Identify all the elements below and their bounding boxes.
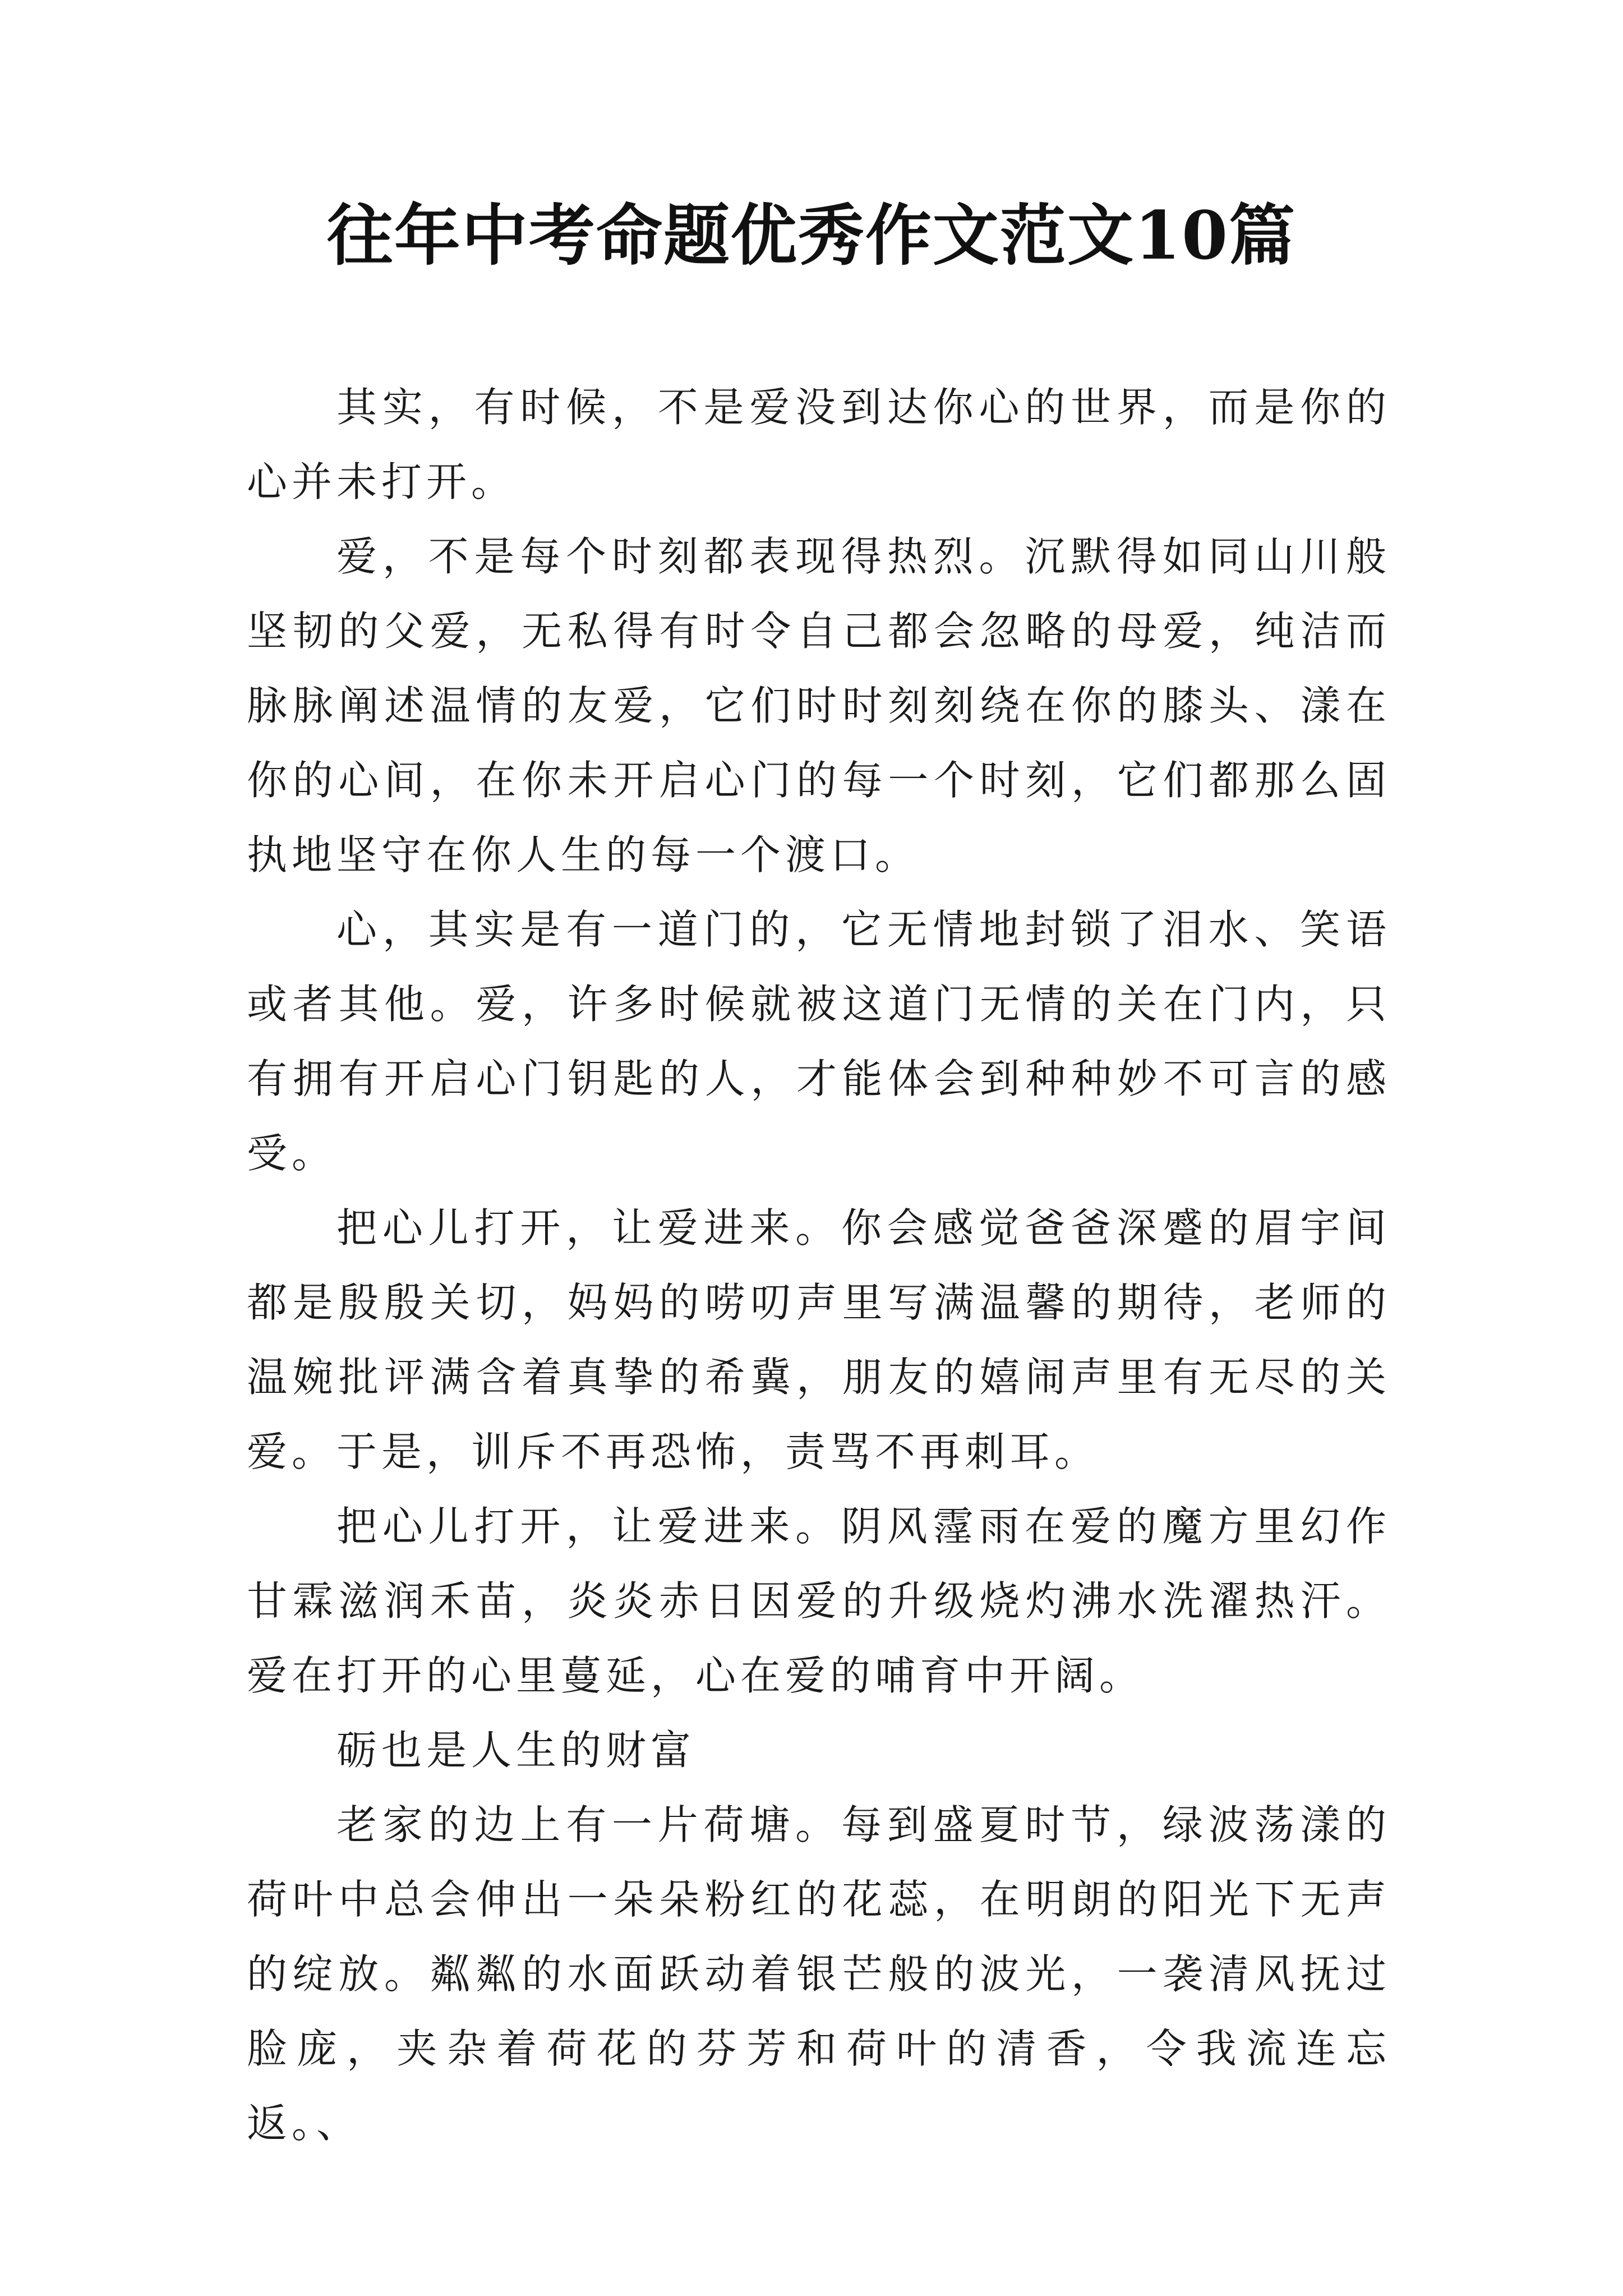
document-body — [247, 370, 1391, 2161]
paragraph-1: 其实，有时候，不是爱没到达你心的世界，而是你的心并未打开。 — [247, 384, 1391, 505]
paragraph-3: 心，其实是有一道门的，它无情地封锁了泪水、笑语或者其他。爱，许多时候就被这道门无情的关在门内，只有拥有开启心门钥匙的人，才能体会到种种妙不可言的感受。 — [247, 906, 1391, 1177]
paragraph-6: 老家的边上有一片荷塘。每到盛夏时节，绿波荡漾的荷叶中总会伸出一朵朵粉红的花蕊，在明朗的阳光下无声的绽放。粼粼的水面跃动着银芒般的波光，一袭清风抚过脸庞，夹杂着荷花的芬芳和荷叶的清香，令我流连忘返。、 — [247, 1801, 1391, 2147]
section-heading: 砺也是人生的财富 — [336, 1727, 696, 1774]
paragraph-4: 把心儿打开，让爱进来。你会感觉爸爸深蹙的眉宇间都是殷殷关切，妈妈的唠叨声里写满温馨的期待，老师的温婉批评满含着真挚的希冀，朋友的嬉闹声里有无尽的关爱。于是，训斥不再恐怖，责骂不再刺耳。 — [247, 1204, 1391, 1475]
paragraph-5: 把心儿打开，让爱进来。阴风霪雨在爱的魔方里幻作甘霖滋润禾苗，炎炎赤日因爱的升级烧灼沸水洗濯热汗。爱在打开的心里蔓延，心在爱的哺育中开阔。 — [247, 1503, 1391, 1699]
paragraph-2: 爱，不是每个时刻都表现得热烈。沉默得如同山川般坚韧的父爱，无私得有时令自己都会忽略的母爱，纯洁而脉脉阐述温情的友爱，它们时时刻刻绕在你的膝头、漾在你的心间，在你未开启心门的每一个时刻，它们都那么固执地坚守在你人生的每一个渡口。 — [247, 533, 1391, 878]
document-title: 往年中考命题优秀作文范文10篇 — [326, 196, 1297, 274]
